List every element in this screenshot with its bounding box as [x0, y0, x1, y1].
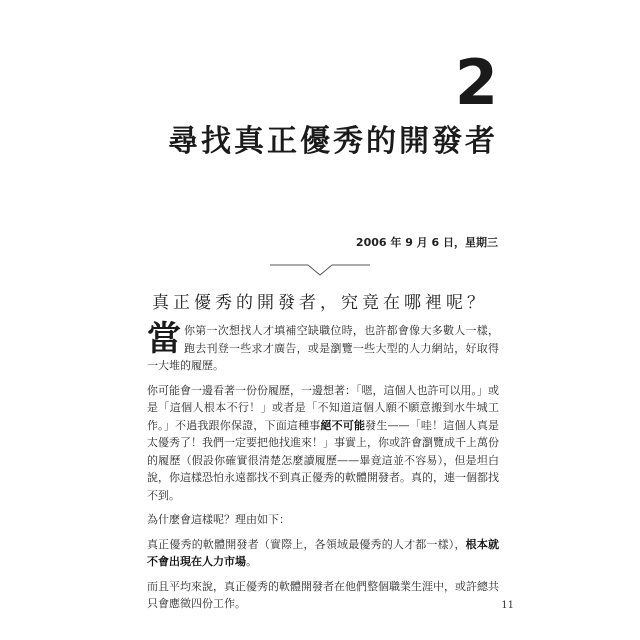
paragraph-4-part-c: 。 — [246, 555, 257, 568]
paragraph-2-part-c: 發生——「哇！這個人真是太優秀了！我們一定要把他找進來！」事實上，你或許會瀏覽成千上萬份的履歷（假設你確實很清楚怎麼讀履歷——畢竟這並不容易），但是坦白說，你這樣恐怕永遠都找不到真正優秀的軟體開發者。真的，連一個都找不到。 — [147, 418, 500, 502]
page-number: 11 — [501, 600, 514, 611]
paragraph-5: 而且平均來說，真正優秀的軟體開發者在他們整個職業生涯中，或許總共只會應徵四份工作。 — [147, 579, 499, 610]
section-heading: 真正優秀的開發者，究竟在哪裡呢？ — [152, 293, 488, 313]
drop-cap: 當 — [147, 319, 181, 359]
paragraph-4 — [147, 536, 499, 571]
paragraph-4-part-a: 真正優秀的軟體開發者（實際上，各領域最優秀的人才都一樣）， — [147, 537, 466, 551]
chapter-number: 2 — [454, 46, 498, 119]
paragraph-2 — [147, 382, 499, 505]
paragraph-1-text: 你第一次想找人才填補空缺職位時，也許都會像大多數人一樣，跑去刊登一些求才廣告，或是瀏覽一些大型的人力網站，好取得一大堆的履歷。 — [147, 324, 499, 372]
body-text — [147, 319, 500, 620]
paragraph-2-emphasis: 絕不可能 — [320, 418, 366, 432]
paragraph-1 — [147, 319, 499, 375]
paragraph-3: 為什麼會這樣呢？理由如下： — [147, 513, 290, 526]
date-line: 2006 年 9 月 6 日，星期三 — [355, 236, 498, 249]
paragraph-4-emphasis: 根本就不會出現在人力市場 — [147, 537, 500, 568]
chapter-title: 尋找真正優秀的開發者 — [168, 124, 498, 159]
paragraph-2-part-a: 你可能會一邊看著一份份履歷，一邊想著：「嗯，這個人也許可以用。」或是「這個人根本不行！」或者是「不知道這個人願不願意搬到水牛城工作。」不過我跟你保證，下面這種事 — [147, 383, 499, 432]
section-divider-ornament — [270, 264, 370, 278]
